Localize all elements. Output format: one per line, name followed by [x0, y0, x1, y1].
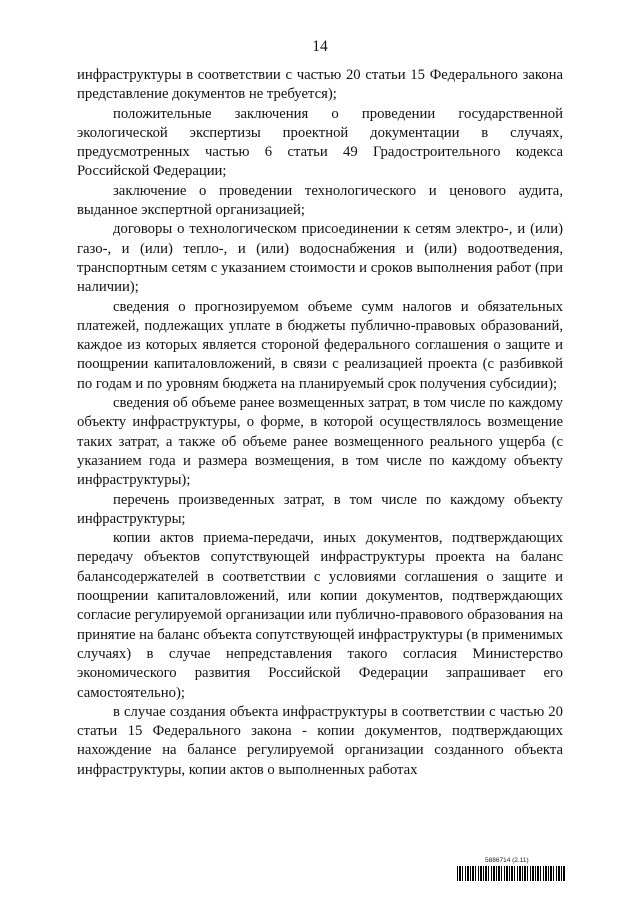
paragraph: копии актов приема-передачи, иных документов, подтверждающих передачу объектов сопутствующей инфраструктуры проекта на баланс балансодержателей в соответствии с условиями соглашения о защите и поощрении капиталовложений, или копии документов, подтверждающих согласие регулируемой организации или публично-правового образования на принятие на баланс объекта сопутствующей инфраструктуры (в применимых случаях) в случае непредставления такого согласия Министерство экономического развития Российской Федерации запрашивает его самостоятельно);: [77, 530, 563, 701]
paragraph: сведения об объеме ранее возмещенных затрат, в том числе по каждому объекту инфраструктуры, о форме, в которой осуществлялось возмещение таких затрат, а также об объеме ранее возмещенного реального ущерба (с указанием года и размера возмещения, в том числе по каждому объекту инфраструктуры);: [77, 395, 563, 489]
paragraph: перечень произведенных затрат, в том числе по каждому объекту инфраструктуры;: [77, 491, 563, 527]
page-number: 14: [312, 38, 328, 55]
paragraph: положительные заключения о проведении государственной экологической экспертизы проектной документации в случаях, предусмотренных частью 6 статьи 49 Градостроительного кодекса Российской Федерации;: [77, 105, 563, 180]
document-body: [77, 66, 563, 780]
paragraph: сведения о прогнозируемом объеме сумм налогов и обязательных платежей, подлежащих уплате в бюджеты публично-правовых образований, каждое из которых является стороной федерального соглашения о защите и поощрении капиталовложений, в связи с реализацией проекта (с разбивкой по годам и по уровням бюджета на планируемый срок получения субсидии);: [77, 298, 563, 392]
barcode-icon: [457, 866, 565, 881]
paragraph: договоры о технологическом присоединении к сетям электро-, и (или) газо-, и (или) тепло-, и (или) водоснабжения и (или) водоотведения, транспортным сетям с указанием стоимости и сроков выполнения работ (при наличии);: [77, 221, 563, 296]
barcode-id: 5886714 (2.11): [485, 857, 529, 864]
paragraph: заключение о проведении технологического и ценового аудита, выданное экспертной организацией;: [77, 182, 563, 219]
paragraph: инфраструктуры в соответствии с частью 20 статьи 15 Федерального закона представление документов не требуется);: [77, 67, 563, 103]
paragraph: в случае создания объекта инфраструктуры в соответствии с частью 20 статьи 15 Федерального закона - копии документов, подтверждающих нахождение на балансе регулируемой организации созданного объекта инфраструктуры, копии актов о выполненных работах: [77, 703, 563, 778]
